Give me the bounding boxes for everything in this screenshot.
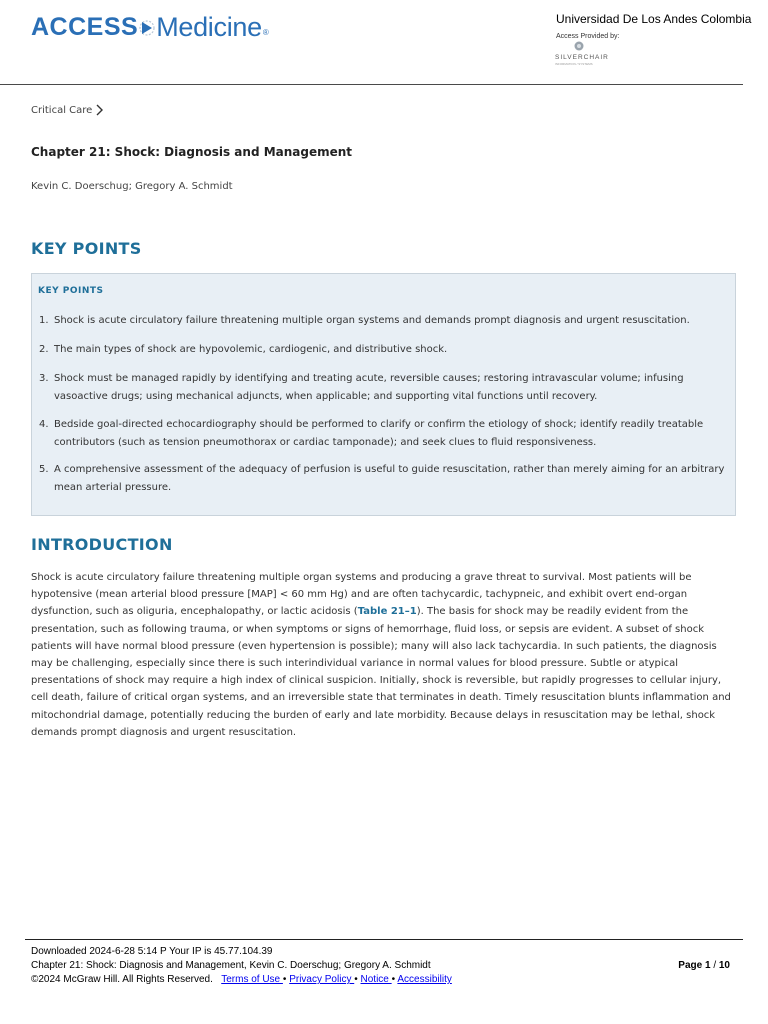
footer-divider [25,939,743,940]
copyright-text: ©2024 McGraw Hill. All Rights Reserved. [31,974,213,985]
breadcrumb[interactable] [31,104,103,116]
introduction-heading: INTRODUCTION [31,535,173,554]
page-total: 10 [718,960,730,971]
key-point-number: 4. [39,419,49,430]
silverchair-wordmark: SILVERCHAIR [555,54,609,61]
key-point-text: The main types of shock are hypovolemic, cardiogenic, and distributive shock. [54,344,448,355]
privacy-policy-link[interactable]: Privacy Policy [289,974,355,985]
silverchair-tagline: INFORMATION / SYSTEMS [555,62,593,66]
key-point-number: 2. [39,344,49,355]
header-divider [0,84,743,85]
breadcrumb-label[interactable]: Critical Care [31,104,93,116]
key-point-text: A comprehensive assessment of the adequacy of perfusion is useful to guide resuscitation, rather than merely aiming for an arbitrary mean arterial pressure. [54,464,725,493]
bullet-separator: • [391,974,396,985]
chevron-right-icon [95,104,103,116]
chapter-title: Chapter 21: Shock: Diagnosis and Management [31,145,353,159]
bullet-separator: • [282,974,287,985]
logo-registered-mark: ® [262,28,269,37]
key-point-number: 5. [39,464,49,475]
introduction-paragraph [31,569,737,741]
chapter-authors: Kevin C. Doerschug; Gregory A. Schmidt [31,181,233,192]
copyright-line [31,974,452,985]
page-current: 1 [704,960,711,971]
key-point-item [39,370,729,406]
key-point-number: 1. [39,315,49,326]
key-point-text: Bedside goal-directed echocardiography should be performed to clarify or confirm the etiology of shock; identify readily treatable contributors (such as tension pneumothorax or cardiac tamponade); and seek clues to fluid responsiveness. [54,419,704,448]
accessibility-link[interactable]: Accessibility [397,974,452,985]
citation-line: Chapter 21: Shock: Diagnosis and Management, Kevin C. Doerschug; Gregory A. Schmidt [31,960,431,971]
page-indicator [678,960,730,971]
table-21-1-link[interactable]: Table 21–1 [357,606,417,618]
silverchair-emblem-icon [574,41,584,51]
institution-name: Universidad De Los Andes Colombia [556,12,752,26]
intro-text-start: Shock is acute circulatory failure threatening multiple organ systems and producing a grave threat to survival. Most patients will be hypotensive (mean arterial blood pressure [MAP] < 60 mm Hg) and are often tachycardic, tachypneic, and exhibit overt end-organ dysfunction, such as oliguria, encephalopathy, or lactic acidosis ( [31,572,692,618]
key-point-text: Shock must be managed rapidly by identifying and treating acute, reversible causes; restoring intravascular volume; infusing vasoactive drugs; using mechanical adjuncts, when applicable; and supporting vital functions until recovery. [54,373,684,402]
logo-arrow-icon [139,17,155,39]
key-points-box-title: KEY POINTS [38,286,104,296]
intro-text-end: ). The basis for shock may be readily evident from the presentation, such as following trauma, or when symptoms or signs of hemorrhage, fluid loss, or sepsis are evident. A subset of shock patients will have normal blood pressure (even hypertension is possible); many will also lack tachycardia. In such patients, the diagnosis may be challenging, especially since there is such interindividual variance in normal values for blood pressure. Subtle or atypical presentations of shock may require a high index of clinical suspicion. Initially, shock is reversible, but rapidly progresses to cellular injury, cell death, failure of critical organ systems, and an irreversible state that terminates in death. Timely resuscitation blunts inflammation and mitochondrial damage, potentially reducing the burden of early and late morbidity. Because delays in resuscitation may be lethal, shock demands prompt diagnosis and urgent resuscitation. [31,606,731,738]
page-label: Page [678,960,703,971]
key-point-item [39,416,729,452]
logo-medicine-text: Medicine [156,12,262,42]
silverchair-logo [555,41,609,66]
download-info: Downloaded 2024-6-28 5:14 P Your IP is 45.77.104.39 [31,946,273,957]
key-point-text: Shock is acute circulatory failure threatening multiple organ systems and demands prompt diagnosis and urgent resuscitation. [54,315,690,326]
key-point-item [39,312,729,330]
key-points-heading: KEY POINTS [31,239,142,258]
key-points-box [31,273,736,516]
terms-of-use-link[interactable]: Terms of Use [221,974,283,985]
key-point-number: 3. [39,373,49,384]
accessmedicine-logo[interactable] [31,12,269,43]
logo-access-text: ACCESS [31,13,139,41]
access-provided-label: Access Provided by: [556,33,620,40]
page-separator: / [713,960,717,971]
bullet-separator: • [354,974,358,985]
key-point-item [39,341,729,359]
key-point-item [39,461,729,497]
site-header [0,0,768,85]
notice-link[interactable]: Notice [360,974,392,985]
